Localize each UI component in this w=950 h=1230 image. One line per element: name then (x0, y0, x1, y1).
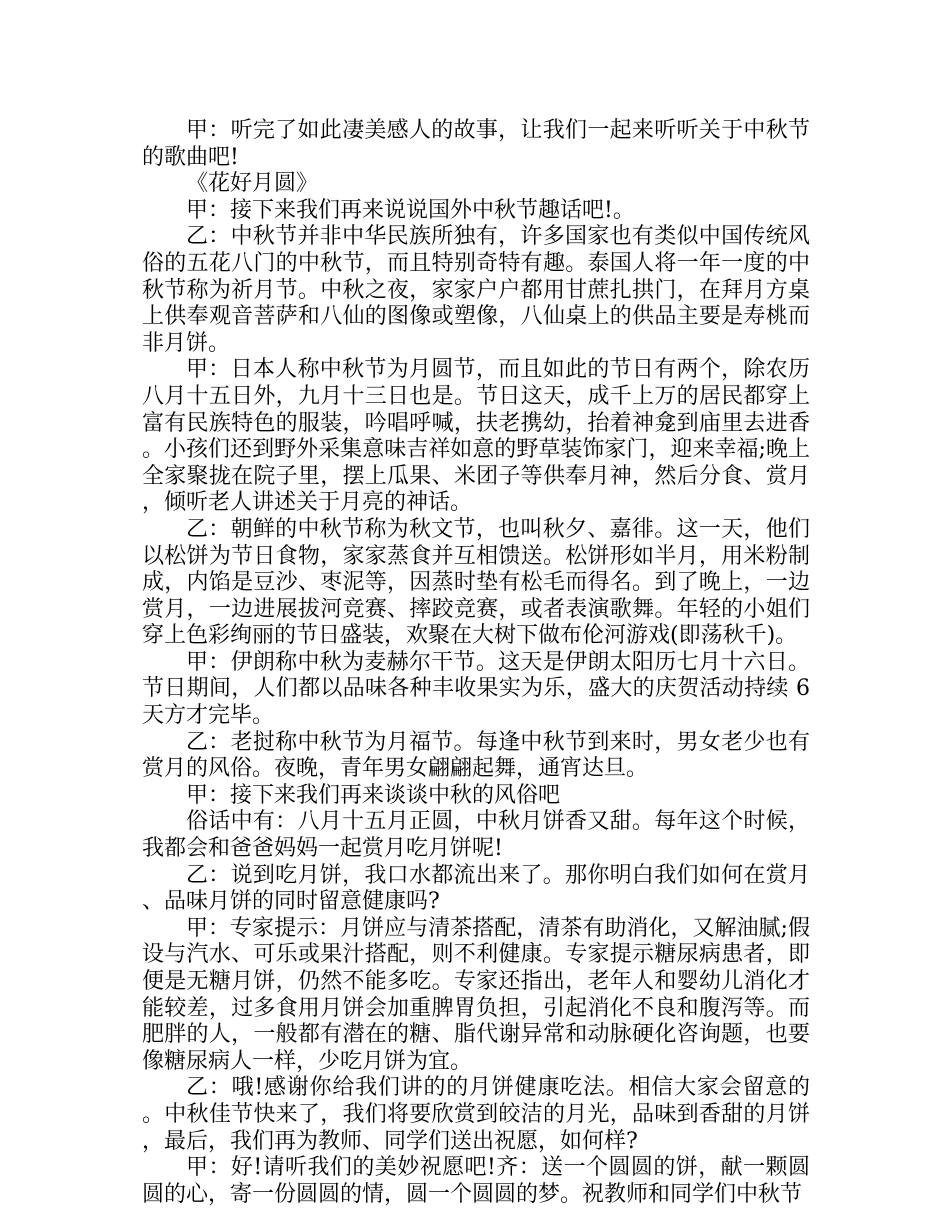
paragraph: 甲：专家提示：月饼应与清茶搭配，清茶有助消化，又解油腻;假设与汽水、可乐或果汁搭配，则不利健康。专家提示糖尿病患者，即便是无糖月饼，仍然不能多吃。专家还指出，老年人和婴幼儿消化才能较差，过多食用月饼会加重脾胃负担，引起消化不良和腹泻等。而肥胖的人，一般都有潜在的糖、脂代谢异常和动脉硬化咨询题，也要像糖尿病人一样，少吃月饼为宜。 (142, 915, 810, 1074)
paragraph: 乙：老挝称中秋节为月福节。每逢中秋节到来时，男女老少也有赏月的风俗。夜晚，青年男女翩翩起舞，通宵达旦。 (142, 729, 810, 782)
document-page (142, 118, 810, 1208)
paragraph: 甲：伊朗称中秋为麦赫尔干节。这天是伊朗太阳历七月十六日。节日期间，人们都以品味各种丰收果实为乐，盛大的庆贺活动持续 6 天方才完毕。 (142, 649, 810, 729)
paragraph: 甲：听完了如此凄美感人的故事，让我们一起来听听关于中秋节的歌曲吧! (142, 118, 810, 170)
paragraph: 俗话中有：八月十五月正圆，中秋月饼香又甜。每年这个时候，我都会和爸爸妈妈一起赏月吃月饼呢! (142, 809, 810, 862)
paragraph: 乙：哦!感谢你给我们讲的的月饼健康吃法。相信大家会留意的。中秋佳节快来了，我们将要欣赏到皎洁的月光，品味到香甜的月饼，最后，我们再为教师、同学们送出祝愿，如何样? (142, 1075, 810, 1154)
paragraph: 甲：接下来我们再来谈谈中秋的风俗吧 (186, 782, 561, 808)
song-title: 《花好月圆》 (186, 171, 319, 197)
paragraph: 乙：说到吃月饼，我口水都流出来了。那你明白我们如何在赏月、品味月饼的同时留意健康吗? (142, 862, 810, 915)
paragraph: 甲：日本人称中秋节为月圆节，而且如此的节日有两个，除农历八月十五日外，九月十三日也是。节日这天，成千上万的居民都穿上富有民族特色的服装，吟唱呼喊，扶老携幼，抬着神龛到庙里去进香。小孩们还到野外采集意味吉祥如意的野草装饰家门，迎来幸福;晚上全家聚拢在院子里，摆上瓜果、米团子等供奉月神，然后分食、赏月，倾听老人讲述关于月亮的神话。 (142, 357, 810, 516)
paragraph: 乙：中秋节并非中华民族所独有，许多国家也有类似中国传统风俗的五花八门的中秋节，而且特别奇特有趣。泰国人将一年一度的中秋节称为祈月节。中秋之夜，家家户户都用甘蔗扎拱门，在拜月方桌上供奉观音菩萨和八仙的图像或塑像，八仙桌上的供品主要是寿桃而非月饼。 (142, 224, 810, 356)
paragraph: 乙：朝鲜的中秋节称为秋文节，也叫秋夕、嘉徘。这一天，他们以松饼为节日食物，家家蒸食并互相馈送。松饼形如半月，用米粉制成，内馅是豆沙、枣泥等，因蒸时垫有松毛而得名。到了晚上，一边赏月，一边进展拔河竞赛、摔跤竞赛，或者表演歌舞。年轻的小姐们穿上色彩绚丽的节日盛装，欢聚在大树下做布伦河游戏(即荡秋千)。 (142, 516, 810, 649)
paragraph: 甲：好!请听我们的美妙祝愿吧!齐：送一个圆圆的饼，献一颗圆圆的心，寄一份圆圆的情，圆一个圆圆的梦。祝教师和同学们中秋节 (142, 1155, 810, 1207)
paragraph: 甲：接下来我们再来说说国外中秋节趣话吧!。 (186, 197, 635, 223)
